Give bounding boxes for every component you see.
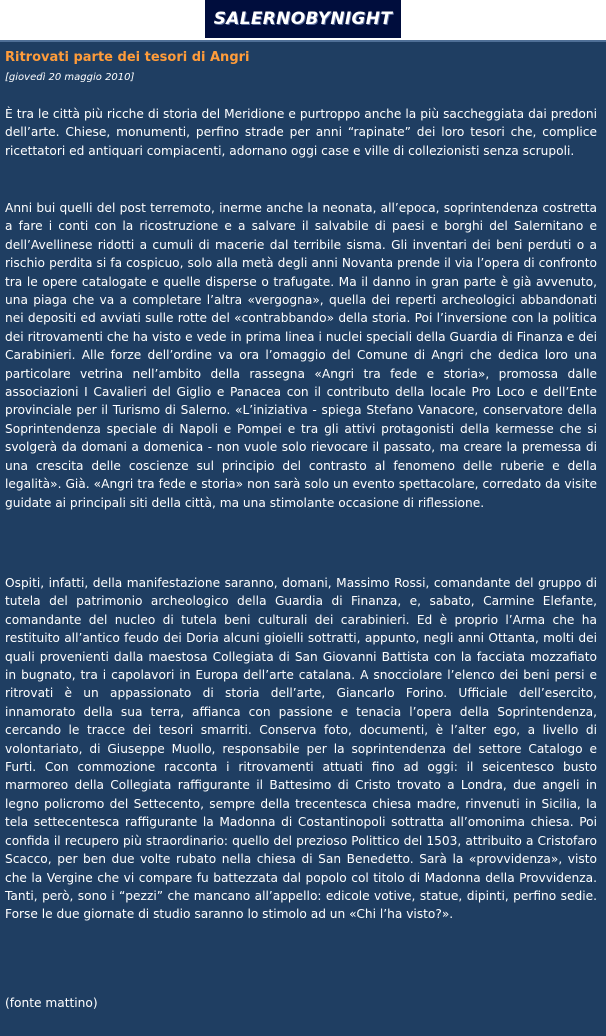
article-paragraph-1: È tra le città più ricche di storia del Meridione e purtroppo anche la più saccheggiata dai predoni dell’arte. Chiese, monumenti, perfino strade per anni “rapinate” dei loro tesori che, complice ricettatori ed antiquari compiacenti, adornano oggi case e ville di collezionisti senza scrupoli. bbox=[5, 107, 597, 158]
article-paragraph-3: Ospiti, infatti, della manifestazione saranno, domani, Massimo Rossi, comandante del gruppo di tutela del patrimonio archeologico della Guardia di Finanza, e, sabato, Carmine Elefante, comandante del nucleo di tutela beni culturali dei carabinieri. Ed è proprio l’Arma che ha restituito all’antico feudo dei Doria alcuni gioielli sottratti, appunto, negli anni Ottanta, molti dei quali provenienti dalla maestosa Collegiata di San Giovanni Battista con la facciata mozzafiato in bugnato, tra i capolavori in Europa dell’arte catalana. A snocciolare l’elenco dei beni persi e ritrovati è un appassionato di storia dell’arte, Giancarlo Forino. Ufficiale dell’esercito, innamorato della sua terra, affianca con passione e tenacia l’opera della Soprintendenza, cercando le tracce dei tesori smarriti. Conserva foto, documenti, è l’alter ego, a livello di volontariato, di Giuseppe Muollo, responsabile per la soprintendenza del settore Catalogo e Furti. Con commozione racconta i ritrovamenti attuati fino ad oggi: il seicentesco busto marmoreo della Collegiata raffigurante il Battesimo di Cristo trovato a Londra, due angeli in legno policromo del Settecento, sempre della trecentesca chiesa madre, rinvenuti in Sicilia, la tela settecentesca raffigurante la Madonna di Costantinopoli sottratta all’omonima chiesa. Poi confida il recupero più straordinario: quello del prezioso Polittico del 1503, attribuito a Cristofaro Scacco, per ben due volte rubato nella chiesa di San Benedetto. Sarà la «provvidenza», visto che la Vergine che vi compare fu battezzata dal popolo col titolo di Madonna della Provvidenza. Tanti, però, sono i “pezzi” che mancano all’appello: edicole votive, statue, dipinti, perfino sedie. Forse le due giornate di studio saranno lo stimolo ad un «Chi l’ha visto?». bbox=[5, 576, 597, 922]
article-title: Ritrovati parte dei tesori di Angri bbox=[5, 50, 250, 65]
site-banner[interactable] bbox=[205, 0, 401, 38]
article bbox=[0, 40, 606, 1036]
article-source: (fonte mattino) bbox=[5, 996, 98, 1010]
article-date: [giovedì 20 maggio 2010] bbox=[5, 72, 135, 83]
article-paragraph-2: Anni bui quelli del post terremoto, inerme anche la neonata, all’epoca, soprintendenza costretta a fare i conti con la ricostruzione e a salvare il salvabile di paesi e borghi del Salernitano e dell’Avellinese ridotti a cumuli di macerie dal terribile sisma. Gli inventari dei beni perduti o a rischio perdita si fa cospicuo, solo alla metà degli anni Novanta prende il via l’opera di confronto tra le opere catalogate e quelle disperse o trafugate. Ma il danno in gran parte è già avvenuto, una piaga che va a completare l’altra «vergogna», quella dei reperti archeologici abbandonati nei depositi ed avviati sulle rotte del «contrabbando» della storia. Poi l’inversione con la politica dei ritrovamenti che ha visto e vede in prima linea i nuclei speciali della Guardia di Finanza e dei Carabinieri. Alle forze dell’ordine va ora l’omaggio del Comune di Angri che dedica loro una particolare vetrina nell’ambito della rassegna «Angri tra fede e storia», promossa dalle associazioni I Cavalieri del Giglio e Panacea con il contributo della locale Pro Loco e dell’Ente provinciale per il Turismo di Salerno. «L’iniziativa - spiega Stefano Vanacore, conservatore della Soprintendenza speciale di Napoli e Pompei e tra gli attivi protagonisti della kermesse che si svolgerà da domani a domenica - non vuole solo rievocare il passato, ma creare la premessa di una crescita delle coscienze sul principio del contrasto al fenomeno delle ruberie e della legalità». Già. «Angri tra fede e storia» non sarà solo un evento spettacolare, corredato da visite guidate ai principali siti della città, ma una stimolante occasione di riflessione. bbox=[5, 201, 597, 510]
site-logo-text: SALERNOBYNIGHT bbox=[213, 9, 393, 29]
